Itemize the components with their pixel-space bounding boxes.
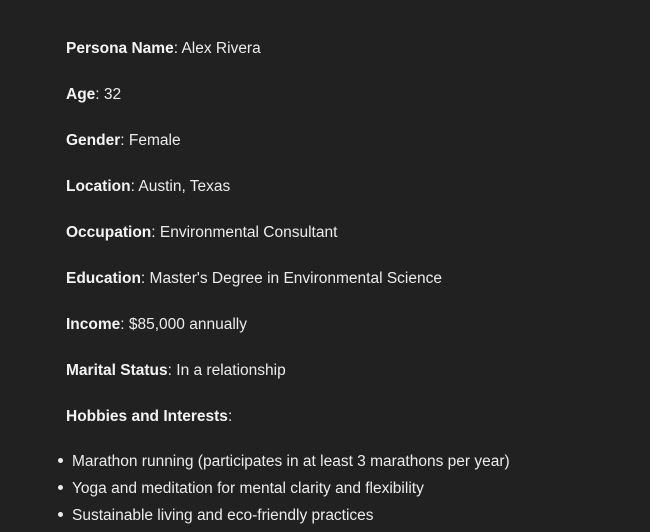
list-item bbox=[58, 478, 638, 505]
occupation-label: Occupation bbox=[66, 224, 152, 241]
marital-status-label: Marital Status bbox=[66, 362, 168, 379]
persona-name-field: Persona Name: Alex Rivera bbox=[66, 40, 261, 57]
age-value: 32 bbox=[103, 86, 122, 103]
hobby-text: Marathon running (participates in at least 3 marathons per year) bbox=[72, 453, 510, 470]
gender-value: Female bbox=[128, 132, 181, 149]
age-field: Age: 32 bbox=[66, 86, 122, 103]
bullet-icon bbox=[58, 485, 63, 490]
income-label: Income bbox=[66, 316, 121, 333]
age-label: Age bbox=[66, 86, 96, 103]
persona-details bbox=[66, 38, 626, 452]
occupation-value: Environmental Consultant bbox=[159, 224, 338, 241]
hobbies-heading-field: Hobbies and Interests: bbox=[66, 408, 233, 425]
hobbies-list bbox=[58, 451, 638, 532]
gender-label: Gender bbox=[66, 132, 121, 149]
gender-field: Gender: Female bbox=[66, 132, 181, 149]
list-item bbox=[58, 505, 638, 532]
location-value: Austin, Texas bbox=[138, 178, 231, 195]
hobby-text: Yoga and meditation for mental clarity and flexibility bbox=[72, 480, 424, 497]
education-value: Master's Degree in Environmental Science bbox=[149, 270, 442, 287]
location-field: Location: Austin, Texas bbox=[66, 178, 231, 195]
income-value: $85,000 annually bbox=[128, 316, 247, 333]
list-item bbox=[58, 451, 638, 478]
persona-name-label: Persona Name bbox=[66, 40, 174, 57]
location-label: Location bbox=[66, 178, 131, 195]
bullet-icon bbox=[58, 458, 63, 463]
education-field: Education: Master's Degree in Environmental Science bbox=[66, 270, 442, 287]
hobbies-heading-label: Hobbies and Interests bbox=[66, 408, 228, 425]
marital-status-value: In a relationship bbox=[176, 362, 286, 379]
bullet-icon bbox=[58, 512, 63, 517]
marital-status-field: Marital Status: In a relationship bbox=[66, 362, 286, 379]
hobby-text: Sustainable living and eco-friendly practices bbox=[72, 507, 374, 524]
income-field: Income: $85,000 annually bbox=[66, 316, 247, 333]
education-label: Education bbox=[66, 270, 141, 287]
occupation-field: Occupation: Environmental Consultant bbox=[66, 224, 338, 241]
persona-name-value: Alex Rivera bbox=[181, 40, 261, 57]
